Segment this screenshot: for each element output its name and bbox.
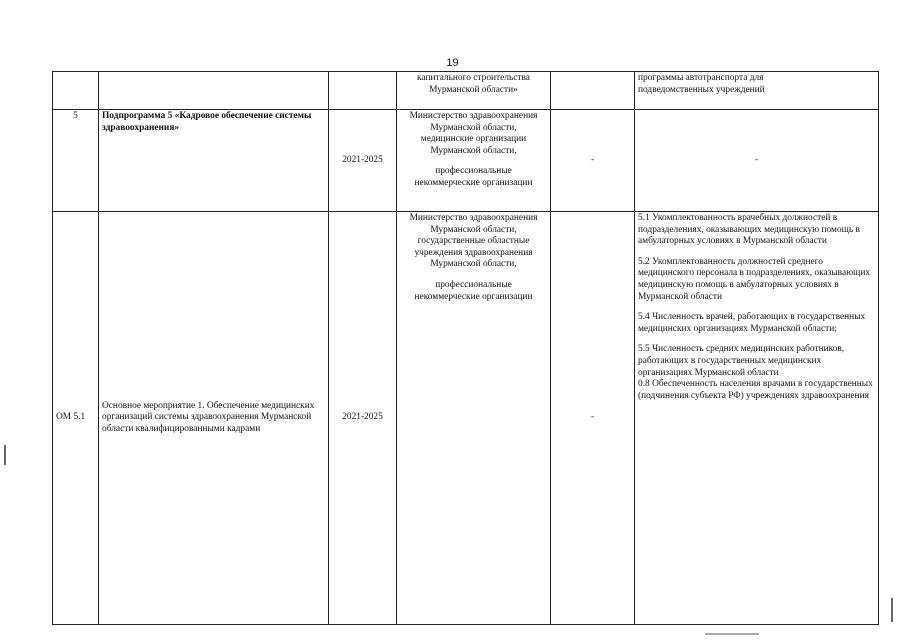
- executor-line: Мурманской области,: [430, 122, 517, 133]
- executor-line: государственные областные: [417, 236, 530, 247]
- cell-dash: -: [551, 212, 635, 625]
- cell-indicators: -: [635, 110, 879, 212]
- indicator-line: подведомственных учреждений: [638, 84, 765, 95]
- executor-line: медицинские организации: [420, 134, 527, 145]
- cell-name: [99, 72, 329, 110]
- cell-name: Основное мероприятие 1. Обеспечение медицинских организаций системы здравоохранения Мурманской области квалифицированными кадрами: [99, 212, 329, 625]
- page-number: 19: [446, 57, 459, 69]
- cell-executor: [397, 72, 551, 110]
- executor-line: профессиональные: [435, 166, 512, 177]
- indicator-item: 5.4 Численность врачей, работающих в государственных медицинских организациях Мурманской области;: [638, 312, 866, 334]
- executor-line: учреждения здравоохранения: [414, 247, 533, 258]
- indicator-line: программы автотранспорта для: [638, 73, 764, 83]
- executor-line: Министерство здравоохранения: [409, 111, 538, 121]
- cell-period: 2021-2025: [329, 110, 397, 212]
- cell-num: 5: [53, 110, 99, 212]
- executor-line: Мурманской области»: [429, 84, 518, 95]
- scan-artifact: [705, 633, 759, 635]
- cell-dash: -: [551, 110, 635, 212]
- executor-line: Мурманской области,: [430, 145, 517, 156]
- executor-line: капитального строительства: [417, 73, 530, 83]
- scan-artifact: [4, 445, 6, 465]
- table-row: [53, 110, 879, 212]
- cell-num: ОМ 5.1: [53, 212, 99, 625]
- executor-line: Мурманской области,: [430, 259, 517, 270]
- cell-num: [53, 72, 99, 110]
- cell-name: Подпрограмма 5 «Кадровое обеспечение системы здравоохранения»: [99, 110, 329, 212]
- program-table: [52, 71, 879, 625]
- cell-executor: [397, 110, 551, 212]
- table-row: [53, 212, 879, 625]
- cell-period: 2021-2025: [329, 212, 397, 625]
- executor-line: некоммерческие организации: [414, 291, 533, 302]
- cell-indicators: [635, 212, 879, 625]
- scan-artifact: [891, 598, 893, 622]
- table-row: [53, 72, 879, 110]
- cell-dash: [551, 72, 635, 110]
- executor-line: некоммерческие организации: [414, 177, 533, 188]
- executor-line: профессиональные: [435, 279, 512, 290]
- executor-line: Мурманской области,: [430, 224, 517, 235]
- indicator-item: 5.1 Укомплектованность врачебных должностей в подразделениях, оказывающих медицинскую помощь в амбулаторных условиях в Мурманской области: [638, 213, 860, 247]
- indicator-item: 5.2 Укомплектованность должностей среднего медицинского персонала в подразделениях, оказывающих медицинскую помощь в амбулаторных условиях в Мурманской области: [638, 256, 871, 302]
- cell-indicators: [635, 72, 879, 110]
- cell-period: [329, 72, 397, 110]
- indicator-item: 5.5 Численность средних медицинских работников, работающих в государственных медицинских организациях Мурманской области: [638, 344, 845, 378]
- executor-line: Министерство здравоохранения: [409, 213, 538, 223]
- cell-executor: [397, 212, 551, 625]
- indicator-item: 0.8 Обеспеченность населения врачами в государственных (подчинения субъекта РФ) учреждениях здравоохранения: [638, 379, 873, 401]
